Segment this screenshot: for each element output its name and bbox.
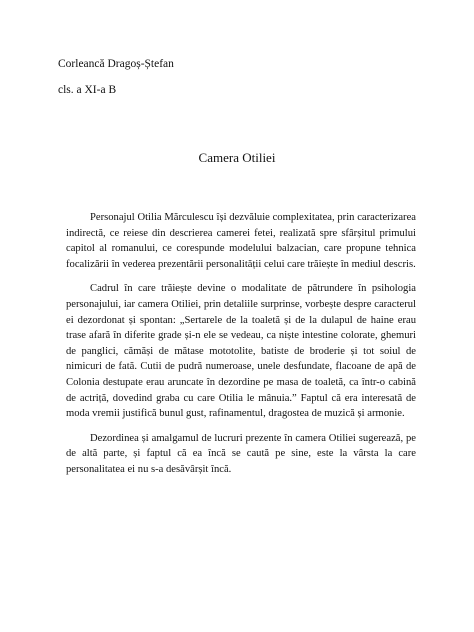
essay-body bbox=[66, 210, 416, 487]
author-name: Corleancă Dragoș-Ștefan bbox=[58, 58, 174, 70]
paragraph-3: Dezordinea și amalgamul de lucruri prezente în camera Otiliei sugerează, pe de altă parte, și faptul că ea încă se caută pe sine, este la vârsta la care personalitatea ei nu s-a desăvârșit încă. bbox=[66, 432, 416, 475]
paragraph-1: Personajul Otilia Mărculescu își dezvăluie complexitatea, prin caracterizarea indirectă, ce reiese din descrierea camerei fetei, realizată spre sfârșitul primului capitol al romanului, ce corespunde modelului balzacian, care propune tehnica focalizării în vederea prezentării personalității celui care trăiește în mediul descris. bbox=[66, 212, 416, 270]
paragraph-2: Cadrul în care trăiește devine o modalitate de pătrundere în psihologia personajului, iar camera Otiliei, prin detaliile surprinse, vorbește despre caracterul ei dezordonat și spontan: „Sertarele de la toaletă și de la dulapul de haine erau trase afară în diferite grade și-n ele se vedeau, ca niște intestine colorate, ghemuri de panglici, cămăși de mătase mototolite, batiste de broderie și tot soiul de nimicuri de fată. Cutii de pudră numeroase, unele desfundate, flacoane de apă de Colonia destupate erau aruncate în dezordine pe masa de toaletă, ca într-o cabină de actriță, dovedind graba cu care Otilia le mânuia.” Faptul că era interesată de moda vremii justifică bunul gust, rafinamentul, dragostea de muzică și armonie. bbox=[66, 283, 416, 420]
document-title: Camera Otiliei bbox=[198, 150, 276, 165]
class-label: cls. a XI-a B bbox=[58, 84, 117, 96]
